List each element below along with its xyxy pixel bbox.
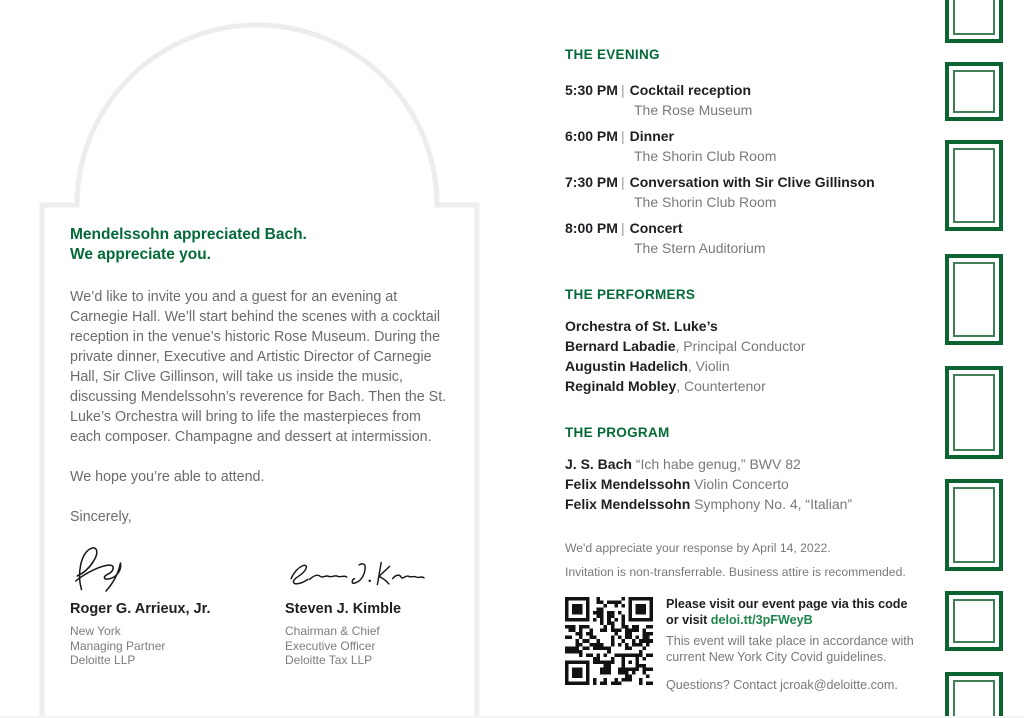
signer-name: Roger G. Arrieux, Jr. <box>70 601 211 617</box>
attire-note: Invitation is non-transferrable. Business attire is recommended. <box>565 565 906 579</box>
frame-ornament-inner <box>953 70 995 113</box>
headline <box>70 225 452 265</box>
schedule-title: Dinner <box>629 128 674 144</box>
signer-title-line: Executive Officer <box>285 638 376 653</box>
performer-name: Orchestra of St. Luke’s <box>565 318 718 334</box>
schedule-item <box>565 172 927 212</box>
signer-title-line: New York <box>70 624 121 638</box>
rsvp-notes <box>565 538 927 582</box>
section-heading-performers: THE PERFORMERS <box>565 287 696 302</box>
schedule-title: Conversation with Sir Clive Gillinson <box>629 174 875 190</box>
link-prefix: or visit <box>666 612 711 627</box>
frame-ornament-inner <box>953 680 995 718</box>
signer-titles <box>70 624 285 668</box>
performer-role: , Countertenor <box>676 378 766 394</box>
contact-note: Questions? Contact jcroak@deloitte.com. <box>666 678 898 692</box>
schedule-venue: The Rose Museum <box>634 102 753 118</box>
schedule-list <box>565 80 927 258</box>
performers-list <box>565 316 927 396</box>
performer <box>565 336 927 356</box>
schedule-venue: The Shorin Club Room <box>634 148 777 164</box>
frame-ornament-inner <box>953 262 995 337</box>
frame-ornament-inner <box>953 487 995 563</box>
signer-title-line: Deloitte LLP <box>70 653 136 667</box>
event-page-link[interactable]: deloi.tt/3pFWeyB <box>710 612 813 627</box>
headline-line2: We appreciate you. <box>70 246 211 263</box>
schedule-separator: | <box>621 220 625 236</box>
qr-section <box>565 597 927 694</box>
frame-ornament <box>945 140 1003 231</box>
schedule-separator: | <box>621 174 625 190</box>
frame-ornament-inner <box>953 599 995 643</box>
closing-line: We hope you’re able to attend. <box>70 469 265 485</box>
schedule-time: 8:00 PM <box>565 220 618 236</box>
performer <box>565 376 927 396</box>
schedule-title: Concert <box>629 220 683 236</box>
qr-caption <box>666 597 927 694</box>
covid-note: This event will take place in accordance with current New York City Covid guidelines. <box>666 634 914 664</box>
qr-caption-line1: Please visit our event page via this code <box>666 597 908 611</box>
performer <box>565 316 927 336</box>
schedule-time: 6:00 PM <box>565 128 618 144</box>
signature-block <box>70 537 452 668</box>
program-composer: Felix Mendelssohn <box>565 476 691 492</box>
section-heading-evening: THE EVENING <box>565 47 660 62</box>
program-item <box>565 494 927 514</box>
frame-ornament <box>945 479 1003 571</box>
signer-title-line: Managing Partner <box>70 638 166 653</box>
performer-name: Reginald Mobley <box>565 378 677 394</box>
schedule-item <box>565 80 927 120</box>
program-item <box>565 474 927 494</box>
invitation-letter <box>70 225 452 668</box>
frame-ornament <box>945 254 1003 345</box>
frame-ornament-inner <box>953 148 995 223</box>
event-details <box>565 0 927 694</box>
schedule-item <box>565 218 927 258</box>
signer-steven <box>285 537 427 668</box>
invitation-body: We’d like to invite you and a guest for an evening at Carnegie Hall. We’ll start behind the scenes with a cocktail reception in the venue’s historic Rose Museum. During the private dinner, Executive and Artistic Director of Carnegie Hall, Sir Clive Gillinson, will take us inside the music, discussing Mendelssohn’s reverence for Bach. Then the St. Luke’s Orchestra will bring to life the masterpieces from each composer. Champagne and dessert at intermission. <box>70 289 447 445</box>
schedule-time: 5:30 PM <box>565 82 618 98</box>
qr-code <box>565 597 653 685</box>
program-work: “Ich habe genug,” BWV 82 <box>631 456 801 472</box>
signer-name: Steven J. Kimble <box>285 601 402 617</box>
frame-ornament-inner <box>953 374 995 451</box>
performer-name: Augustin Hadelich <box>565 358 688 374</box>
program-work: Symphony No. 4, “Italian” <box>690 496 853 512</box>
schedule-venue: The Shorin Club Room <box>634 194 777 210</box>
program-list <box>565 454 927 514</box>
program-work: Violin Concerto <box>690 476 789 492</box>
program-item <box>565 454 927 474</box>
frame-ornament <box>945 62 1003 121</box>
signoff: Sincerely, <box>70 509 132 525</box>
schedule-time: 7:30 PM <box>565 174 618 190</box>
schedule-title: Cocktail reception <box>629 82 752 98</box>
rsvp-deadline: We'd appreciate your response by April 14, 2022. <box>565 541 831 555</box>
schedule-separator: | <box>621 82 625 98</box>
performer-role: , Principal Conductor <box>675 338 806 354</box>
performer-role: , Violin <box>687 358 730 374</box>
signature-steven-icon <box>285 537 427 595</box>
signer-title-line: Chairman & Chief <box>285 624 380 638</box>
performer <box>565 356 927 376</box>
frame-ornament <box>945 366 1003 459</box>
headline-line1: Mendelssohn appreciated Bach. <box>70 226 307 243</box>
program-composer: Felix Mendelssohn <box>565 496 691 512</box>
signature-roger-icon <box>70 537 285 595</box>
signer-titles <box>285 624 427 668</box>
signer-title-line: Deloitte Tax LLP <box>285 653 373 667</box>
section-heading-program: THE PROGRAM <box>565 425 670 440</box>
program-composer: J. S. Bach <box>565 456 632 472</box>
schedule-item <box>565 126 927 166</box>
frame-ornament <box>945 591 1003 651</box>
schedule-venue: The Stern Auditorium <box>634 240 766 256</box>
frame-ornament <box>945 672 1003 718</box>
signer-roger <box>70 537 285 668</box>
qr-caption-line2 <box>666 613 927 629</box>
schedule-separator: | <box>621 128 625 144</box>
frame-ornament <box>945 0 1003 43</box>
performer-name: Bernard Labadie <box>565 338 676 354</box>
frame-ornament-inner <box>953 0 995 35</box>
